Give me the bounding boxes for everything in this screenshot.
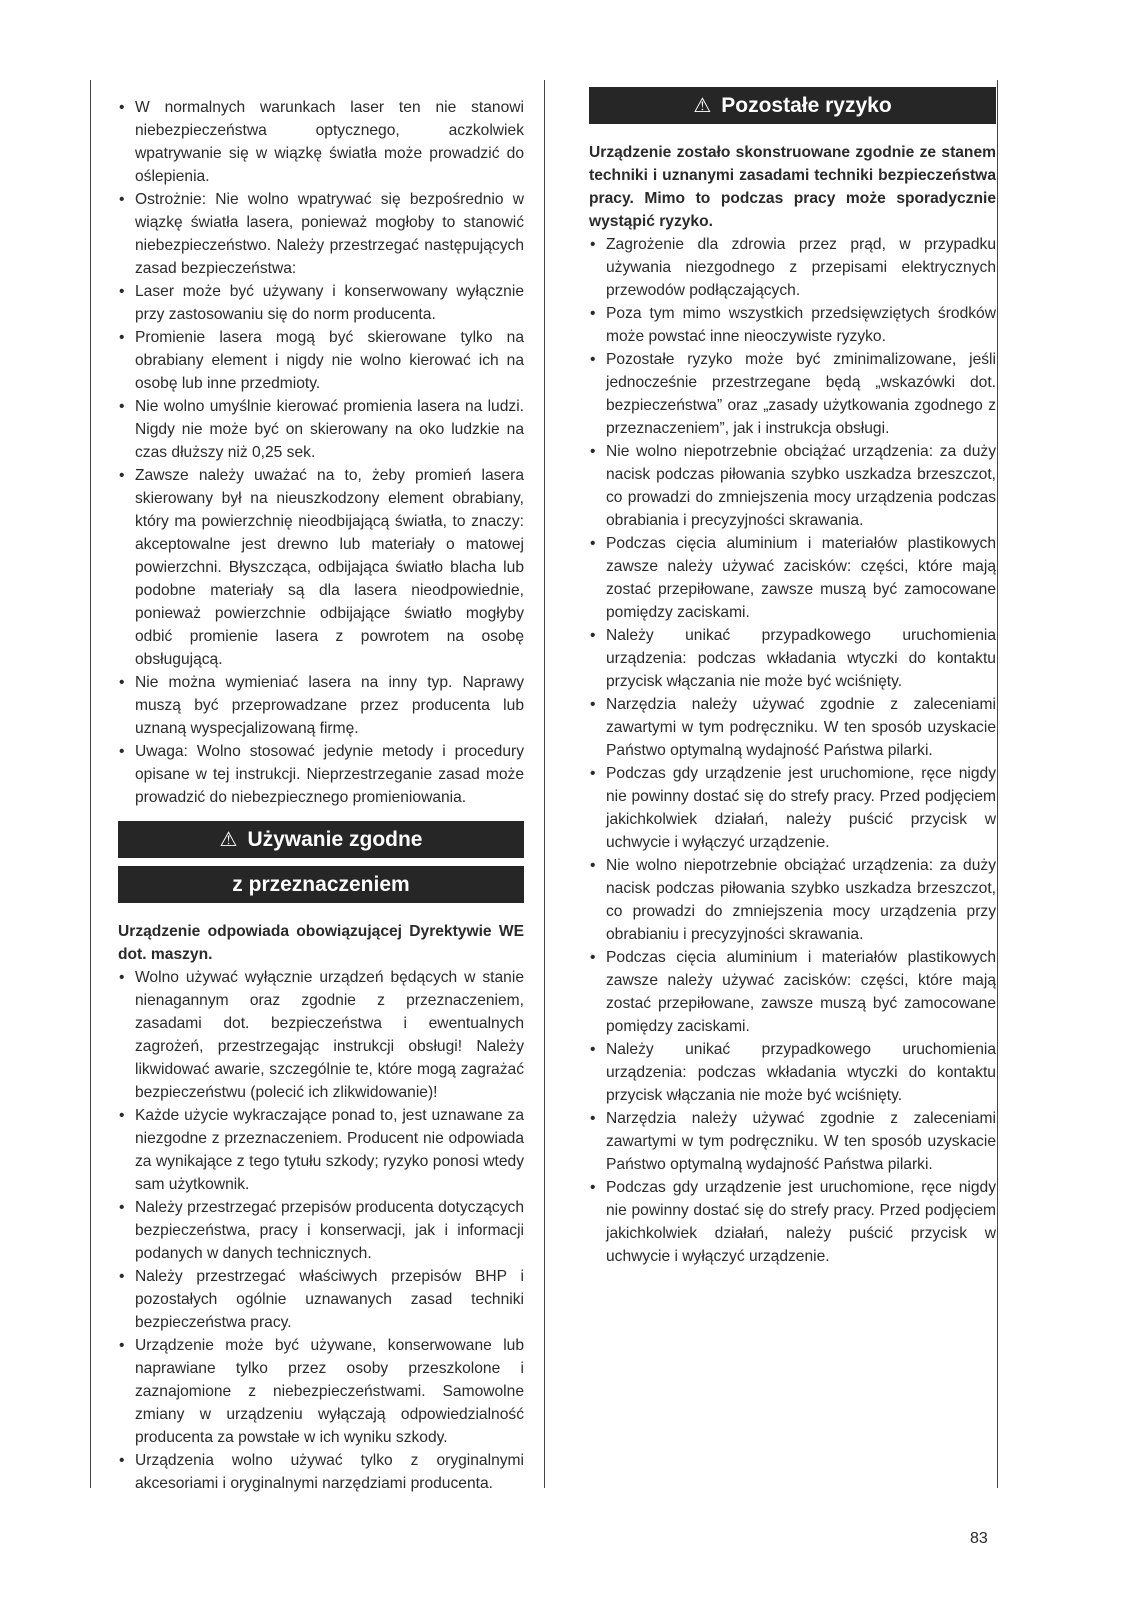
list-item: • Urządzenie może być używane, konserwowane lub naprawiane tylko przez osoby przeszkolone i zaznajomione z niebezpieczeństwami. Samowolne zmiany w urządzeniu wyłączają odpowiedzialność producenta za powstałe w ich wyniku szkody. [118, 1334, 524, 1449]
warning-triangle-icon: ⚠ [219, 829, 238, 851]
list-item: • Promienie lasera mogą być skierowane tylko na obrabiany element i nigdy nie wolno kierować ich na osobę lub inne przedmioty. [118, 326, 524, 395]
section-heading-text: z przeznaczeniem [232, 873, 410, 896]
list-item: • Podczas gdy urządzenie jest uruchomione, ręce nigdy nie powinny dostać się do strefy pracy. Przed podjęciem jakichkolwiek działań, należy puścić przycisk w uchwycie i wyłączyć urządzenie. [589, 762, 996, 854]
list-item: • Wolno używać wyłącznie urządzeń będących w stanie nienagannym oraz zgodnie z przeznaczeniem, zasadami dot. bezpieczeństwa i ewentualnych zagrożeń, przestrzegając instrukcji obsługi! Należy likwidować awarie, szczególnie te, które mogą zagrażać bezpieczeństwu (polecić ich zlikwidowanie)! [118, 966, 524, 1104]
list-item: • Narzędzia należy używać zgodnie z zaleceniami zawartymi w tym podręczniku. W ten sposób uzyskacie Państwo optymalną wydajność Państwa pilarki. [589, 1107, 996, 1176]
list-item: • Nie wolno niepotrzebnie obciążać urządzenia: za duży nacisk podczas piłowania szybko uszkadza brzeszczot, co prowadzi do zmniejszenia mocy urządzenia przy obrabianiu i precyzyjności skrawania. [589, 854, 996, 946]
list-item: • Narzędzia należy używać zgodnie z zaleceniami zawartymi w tym podręczniku. W ten sposób uzyskacie Państwo optymalną wydajność Państwa pilarki. [589, 693, 996, 762]
page-number: 83 [970, 1530, 988, 1547]
list-item: • Zawsze należy uważać na to, żeby promień lasera skierowany był na nieuszkodzony element obrabiany, który ma powierzchnię nieodbijającą światła, to znaczy: akceptowalne jest drewno lub materiały o matowej powierzchni. Błyszcząca, odbijająca światło blacha lub podobne materiały są dla lasera nieodpowiednie, ponieważ powierzchnie odbijające światło mogłyby odbić promienie lasera z powrotem na osobę obsługującą. [118, 464, 524, 671]
laser-safety-list [118, 96, 524, 809]
list-item: • Ostrożnie: Nie wolno wpatrywać się bezpośrednio w wiązkę światła lasera, ponieważ mogłoby to stanowić niebezpieczeństwo. Należy przestrzegać następujących zasad bezpieczeństwa: [118, 188, 524, 280]
list-item: • W normalnych warunkach laser ten nie stanowi niebezpieczeństwa optycznego, aczkolwiek wpatrywanie się w wiązkę światła może prowadzić do oślepienia. [118, 96, 524, 188]
section-heading-intended-use-line2 [118, 866, 524, 903]
warning-triangle-icon: ⚠ [693, 95, 712, 117]
list-item: • Należy przestrzegać właściwych przepisów BHP i pozostałych ogólnie uznawanych zasad techniki bezpieczeństwa pracy. [118, 1265, 524, 1334]
list-item: • Laser może być używany i konserwowany wyłącznie przy zastosowaniu się do norm producenta. [118, 280, 524, 326]
section-heading-text: Używanie zgodne [247, 828, 423, 851]
right-margin-rule [997, 80, 998, 1488]
list-item: • Każde użycie wykraczające ponad to, jest uznawane za niezgodne z przeznaczeniem. Producent nie odpowiada za wynikające z tego tytułu szkody; ryzyko ponosi wtedy sam użytkownik. [118, 1104, 524, 1196]
list-item: • Należy unikać przypadkowego uruchomienia urządzenia: podczas wkładania wtyczki do kontaktu przycisk włączania nie może być wciśnięty. [589, 624, 996, 693]
residual-risk-intro: Urządzenie zostało skonstruowane zgodnie ze stanem techniki i uznanymi zasadami techniki bezpieczeństwa pracy. Mimo to podczas pracy może sporadycznie wystąpić ryzyko. [589, 144, 996, 230]
section-heading-text: Pozostałe ryzyko [721, 94, 892, 117]
list-item: • Należy przestrzegać przepisów producenta dotyczących bezpieczeństwa, pracy i konserwacji, jak i informacji podanych w danych technicznych. [118, 1196, 524, 1265]
intended-use-list [118, 966, 524, 1495]
list-item: • Pozostałe ryzyko może być zminimalizowane, jeśli jednocześnie przestrzegane będą „wskazówki dot. bezpieczeństwa” oraz „zasady użytkowania zgodnego z przeznaczeniem”, jak i instrukcja obsługi. [589, 348, 996, 440]
right-column [589, 87, 996, 1268]
section-heading-residual-risk [589, 87, 996, 124]
list-item: • Poza tym mimo wszystkich przedsięwziętych środków może powstać inne nieoczywiste ryzyko. [589, 302, 996, 348]
list-item: • Podczas gdy urządzenie jest uruchomione, ręce nigdy nie powinny dostać się do strefy pracy. Przed podjęciem jakichkolwiek działań, należy puścić przycisk w uchwycie i wyłączyć urządzenie. [589, 1176, 996, 1268]
list-item: • Podczas cięcia aluminium i materiałów plastikowych zawsze należy używać zacisków: części, które mają zostać przepiłowane, zawsze muszą być zamocowane pomiędzy zaciskami. [589, 946, 996, 1038]
list-item: • Nie wolno niepotrzebnie obciążać urządzenia: za duży nacisk podczas piłowania szybko uszkadza brzeszczot, co prowadzi do zmniejszenia mocy urządzenia podczas obrabiania i precyzyjności skrawania. [589, 440, 996, 532]
list-item: • Należy unikać przypadkowego uruchomienia urządzenia: podczas wkładania wtyczki do kontaktu przycisk włączania nie może być wciśnięty. [589, 1038, 996, 1107]
intended-use-intro: Urządzenie odpowiada obowiązującej Dyrektywie WE dot. maszyn. [118, 923, 524, 963]
list-item: • Urządzenia wolno używać tylko z oryginalnymi akcesoriami i oryginalnymi narzędziami producenta. [118, 1449, 524, 1495]
section-heading-intended-use [118, 821, 524, 858]
column-divider-rule [544, 80, 545, 1488]
residual-risk-list [589, 233, 996, 1268]
list-item: • Uwaga: Wolno stosować jedynie metody i procedury opisane w tej instrukcji. Nieprzestrzeganie zasad może prowadzić do niebezpiecznego promieniowania. [118, 740, 524, 809]
list-item: • Zagrożenie dla zdrowia przez prąd, w przypadku używania niezgodnego z przepisami elektrycznych przewodów podłączających. [589, 233, 996, 302]
left-margin-rule [90, 80, 91, 1488]
left-column [118, 96, 524, 1495]
list-item: • Nie wolno umyślnie kierować promienia lasera na ludzi. Nigdy nie może być on skierowany na oko ludzkie na czas dłuższy niż 0,25 sek. [118, 395, 524, 464]
list-item: • Podczas cięcia aluminium i materiałów plastikowych zawsze należy używać zacisków: części, które mają zostać przepiłowane, zawsze muszą być zamocowane pomiędzy zaciskami. [589, 532, 996, 624]
list-item: • Nie można wymieniać lasera na inny typ. Naprawy muszą być przeprowadzane przez producenta lub uznaną wyspecjalizowaną firmę. [118, 671, 524, 740]
